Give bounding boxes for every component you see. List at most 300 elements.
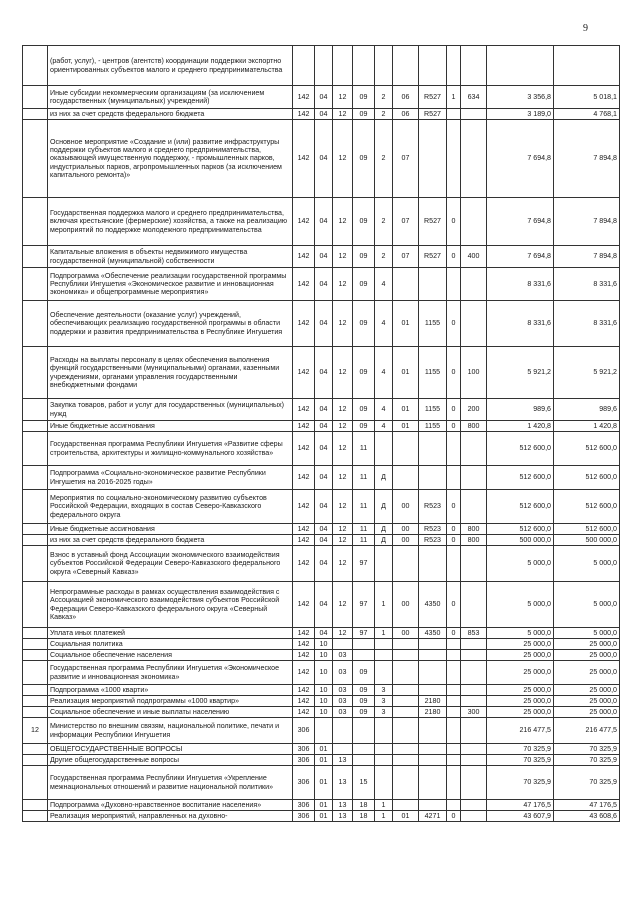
code-direction — [419, 120, 447, 198]
row-number — [23, 766, 48, 800]
code-expense-type — [461, 718, 487, 744]
code-ministry: 142 — [293, 268, 315, 301]
item-name: (работ, услуг), - центров (агентств) координации поддержки экспортно ориентированных субъектов малого и среднего предпринимательства — [48, 46, 293, 86]
code-section: 04 — [315, 546, 333, 582]
code-extra: 0 — [447, 421, 461, 432]
amount-2: 25 000,0 — [554, 650, 620, 661]
table-row — [23, 628, 620, 639]
amount-1: 5 000,0 — [487, 546, 554, 582]
amount-2: 70 325,9 — [554, 744, 620, 755]
code-expense-type — [461, 766, 487, 800]
code-extra: 0 — [447, 535, 461, 546]
code-subprogram — [375, 46, 393, 86]
amount-1: 70 325,9 — [487, 755, 554, 766]
code-expense-type — [461, 661, 487, 685]
table-row — [23, 546, 620, 582]
code-event — [393, 707, 419, 718]
code-event: 00 — [393, 535, 419, 546]
code-subsection: 12 — [333, 246, 353, 268]
code-extra — [447, 718, 461, 744]
amount-1: 25 000,0 — [487, 661, 554, 685]
code-subsection: 12 — [333, 198, 353, 246]
code-expense-type — [461, 432, 487, 466]
code-ministry: 142 — [293, 490, 315, 524]
code-subsection: 12 — [333, 628, 353, 639]
code-section: 10 — [315, 707, 333, 718]
item-name: Государственная программа Республики Ингушетия «Развитие сферы строительства, архитектуры и жилищно-коммунального хозяйства» — [48, 432, 293, 466]
code-extra — [447, 466, 461, 490]
amount-2: 7 894,8 — [554, 246, 620, 268]
code-ministry: 306 — [293, 811, 315, 822]
amount-1: 25 000,0 — [487, 685, 554, 696]
code-ministry: 142 — [293, 535, 315, 546]
code-direction: R523 — [419, 490, 447, 524]
row-number — [23, 696, 48, 707]
code-direction — [419, 800, 447, 811]
row-number — [23, 399, 48, 421]
code-subprogram — [375, 661, 393, 685]
code-extra — [447, 661, 461, 685]
code-subsection: 12 — [333, 546, 353, 582]
row-number — [23, 755, 48, 766]
code-event: 00 — [393, 524, 419, 535]
code-expense-type — [461, 685, 487, 696]
code-subprogram: 2 — [375, 109, 393, 120]
code-subprogram: 4 — [375, 268, 393, 301]
row-number — [23, 535, 48, 546]
code-section: 01 — [315, 800, 333, 811]
code-ministry: 142 — [293, 198, 315, 246]
amount-1: 70 325,9 — [487, 766, 554, 800]
amount-1: 989,6 — [487, 399, 554, 421]
code-subsection: 12 — [333, 466, 353, 490]
amount-1: 500 000,0 — [487, 535, 554, 546]
item-name: Обеспечение деятельности (оказание услуг) учреждений, обеспечивающих реализацию государственной программы в области поддержки и развития предпринимательства в Республике Ингушетия — [48, 301, 293, 347]
code-subprogram: 3 — [375, 707, 393, 718]
code-section: 10 — [315, 696, 333, 707]
code-direction: R527 — [419, 198, 447, 246]
item-name: из них за счет средств федерального бюджета — [48, 535, 293, 546]
code-event: 00 — [393, 628, 419, 639]
budget-table-body — [23, 46, 620, 822]
code-direction: 4350 — [419, 582, 447, 628]
code-section: 04 — [315, 246, 333, 268]
row-number — [23, 685, 48, 696]
table-row — [23, 755, 620, 766]
row-number — [23, 109, 48, 120]
code-subsection — [333, 639, 353, 650]
code-event — [393, 766, 419, 800]
code-ministry: 306 — [293, 755, 315, 766]
code-program: 09 — [353, 109, 375, 120]
code-event: 07 — [393, 246, 419, 268]
amount-2: 216 477,5 — [554, 718, 620, 744]
code-ministry: 306 — [293, 800, 315, 811]
table-row — [23, 685, 620, 696]
code-direction — [419, 755, 447, 766]
code-section: 04 — [315, 120, 333, 198]
code-program: 09 — [353, 120, 375, 198]
code-ministry: 142 — [293, 421, 315, 432]
amount-1: 3 356,8 — [487, 86, 554, 109]
code-ministry: 142 — [293, 639, 315, 650]
code-direction — [419, 546, 447, 582]
code-expense-type — [461, 268, 487, 301]
amount-2: 25 000,0 — [554, 661, 620, 685]
code-subprogram: 4 — [375, 421, 393, 432]
code-program: 09 — [353, 268, 375, 301]
code-extra: 0 — [447, 490, 461, 524]
table-row — [23, 301, 620, 347]
code-event — [393, 800, 419, 811]
row-number — [23, 800, 48, 811]
code-section — [315, 718, 333, 744]
item-name: Подпрограмма «1000 кварти» — [48, 685, 293, 696]
amount-1: 8 331,6 — [487, 301, 554, 347]
row-number — [23, 744, 48, 755]
item-name: Государственная программа Республики Ингушетия «Экономическое развитие и инновационная экономика» — [48, 661, 293, 685]
code-subsection: 13 — [333, 800, 353, 811]
code-ministry: 142 — [293, 707, 315, 718]
code-subsection: 03 — [333, 650, 353, 661]
budget-table — [22, 45, 620, 822]
code-subsection: 13 — [333, 755, 353, 766]
code-section: 04 — [315, 466, 333, 490]
code-section: 04 — [315, 86, 333, 109]
code-section: 04 — [315, 399, 333, 421]
code-program — [353, 744, 375, 755]
code-expense-type: 100 — [461, 347, 487, 399]
code-subprogram: 1 — [375, 628, 393, 639]
row-number — [23, 639, 48, 650]
row-number — [23, 650, 48, 661]
code-subprogram — [375, 744, 393, 755]
table-row — [23, 744, 620, 755]
code-event: 00 — [393, 490, 419, 524]
code-section: 04 — [315, 109, 333, 120]
amount-2: 500 000,0 — [554, 535, 620, 546]
code-ministry: 142 — [293, 120, 315, 198]
item-name: Государственная программа Республики Ингушетия «Укрепление межнациональных отношений и развитие национальной политики» — [48, 766, 293, 800]
item-name: Социальное обеспечение и иные выплаты населению — [48, 707, 293, 718]
amount-1: 25 000,0 — [487, 639, 554, 650]
code-expense-type — [461, 650, 487, 661]
code-direction — [419, 466, 447, 490]
row-number — [23, 301, 48, 347]
item-name: Иные бюджетные ассигнования — [48, 524, 293, 535]
code-event: 01 — [393, 421, 419, 432]
code-subsection: 03 — [333, 707, 353, 718]
code-section: 10 — [315, 661, 333, 685]
code-subprogram: 2 — [375, 246, 393, 268]
code-expense-type — [461, 811, 487, 822]
code-section: 04 — [315, 628, 333, 639]
code-direction — [419, 661, 447, 685]
code-extra — [447, 744, 461, 755]
row-number — [23, 86, 48, 109]
code-expense-type — [461, 582, 487, 628]
code-program: 09 — [353, 347, 375, 399]
code-event — [393, 639, 419, 650]
code-program: 09 — [353, 301, 375, 347]
code-event: 06 — [393, 109, 419, 120]
code-expense-type — [461, 696, 487, 707]
code-subsection: 12 — [333, 490, 353, 524]
code-subsection: 12 — [333, 268, 353, 301]
amount-2: 989,6 — [554, 399, 620, 421]
table-row — [23, 811, 620, 822]
code-subsection: 03 — [333, 661, 353, 685]
code-subprogram: 3 — [375, 685, 393, 696]
code-program: 11 — [353, 535, 375, 546]
code-expense-type — [461, 46, 487, 86]
code-direction: 1155 — [419, 399, 447, 421]
code-program — [353, 639, 375, 650]
code-subprogram — [375, 766, 393, 800]
item-name: Подпрограмма «Обеспечение реализации государственной программы Республики Ингушетия «Экономическое развитие и инновационная экономика» и общепрограммные мероприятия» — [48, 268, 293, 301]
amount-2: 512 600,0 — [554, 432, 620, 466]
code-extra: 0 — [447, 246, 461, 268]
amount-2: 7 894,8 — [554, 120, 620, 198]
code-expense-type: 400 — [461, 246, 487, 268]
code-subsection: 12 — [333, 86, 353, 109]
table-row — [23, 347, 620, 399]
code-direction: R527 — [419, 246, 447, 268]
code-program: 09 — [353, 685, 375, 696]
code-event — [393, 755, 419, 766]
amount-2: 43 608,6 — [554, 811, 620, 822]
code-section: 04 — [315, 490, 333, 524]
code-extra: 1 — [447, 86, 461, 109]
amount-2: 8 331,6 — [554, 268, 620, 301]
code-section: 04 — [315, 198, 333, 246]
code-extra — [447, 46, 461, 86]
code-extra — [447, 755, 461, 766]
code-section: 01 — [315, 811, 333, 822]
amount-1 — [487, 46, 554, 86]
amount-1: 25 000,0 — [487, 650, 554, 661]
code-extra — [447, 268, 461, 301]
code-section: 10 — [315, 685, 333, 696]
amount-2: 70 325,9 — [554, 755, 620, 766]
code-event — [393, 268, 419, 301]
code-expense-type: 634 — [461, 86, 487, 109]
code-extra — [447, 650, 461, 661]
code-subsection: 12 — [333, 347, 353, 399]
code-direction: 4271 — [419, 811, 447, 822]
code-event: 00 — [393, 582, 419, 628]
item-name: Социальная политика — [48, 639, 293, 650]
code-event — [393, 546, 419, 582]
code-program: 09 — [353, 86, 375, 109]
code-subprogram: 1 — [375, 582, 393, 628]
item-name: Расходы на выплаты персоналу в целях обеспечения выполнения функций государственными (муниципальными) органами, казенными учреждениями, органами управления государственными внебюджетными фондами — [48, 347, 293, 399]
code-expense-type: 800 — [461, 535, 487, 546]
amount-2: 512 600,0 — [554, 524, 620, 535]
code-section: 01 — [315, 744, 333, 755]
code-event: 06 — [393, 86, 419, 109]
amount-2: 25 000,0 — [554, 707, 620, 718]
code-subprogram: Д — [375, 466, 393, 490]
table-row — [23, 650, 620, 661]
code-subsection — [333, 46, 353, 86]
code-section: 04 — [315, 535, 333, 546]
code-event — [393, 650, 419, 661]
table-row — [23, 535, 620, 546]
code-event: 07 — [393, 120, 419, 198]
table-row — [23, 46, 620, 86]
code-section: 10 — [315, 650, 333, 661]
code-extra: 0 — [447, 582, 461, 628]
code-expense-type — [461, 744, 487, 755]
amount-1: 70 325,9 — [487, 744, 554, 755]
item-name: Реализация мероприятий подпрограммы «1000 квартир» — [48, 696, 293, 707]
code-program — [353, 650, 375, 661]
table-row — [23, 198, 620, 246]
code-program: 97 — [353, 628, 375, 639]
code-subprogram: 2 — [375, 198, 393, 246]
code-ministry: 142 — [293, 301, 315, 347]
item-name: Закупка товаров, работ и услуг для государственных (муниципальных) нужд — [48, 399, 293, 421]
code-direction: R527 — [419, 109, 447, 120]
row-number — [23, 546, 48, 582]
code-program: 11 — [353, 490, 375, 524]
row-number — [23, 628, 48, 639]
row-number — [23, 811, 48, 822]
code-direction: 2180 — [419, 696, 447, 707]
amount-1: 8 331,6 — [487, 268, 554, 301]
item-name: Непрограммные расходы в рамках осуществления взаимодействия с Ассоциацией экономического взаимодействия субъектов Российской Федерации Северо-Кавказского федерального округа «Северный Кавказ» — [48, 582, 293, 628]
code-subsection: 13 — [333, 811, 353, 822]
code-section: 04 — [315, 582, 333, 628]
amount-2: 47 176,5 — [554, 800, 620, 811]
code-extra: 0 — [447, 301, 461, 347]
item-name: Министерство по внешним связям, национальной политике, печати и информации Республики Ингушетия — [48, 718, 293, 744]
item-name: Подпрограмма «Духовно-нравственное воспитание населения» — [48, 800, 293, 811]
row-number: 12 — [23, 718, 48, 744]
code-direction: R527 — [419, 86, 447, 109]
amount-1: 25 000,0 — [487, 696, 554, 707]
item-name: Уплата иных платежей — [48, 628, 293, 639]
code-direction: 1155 — [419, 301, 447, 347]
item-name: из них за счет средств федерального бюджета — [48, 109, 293, 120]
code-direction — [419, 685, 447, 696]
code-event — [393, 744, 419, 755]
code-ministry: 142 — [293, 109, 315, 120]
code-event — [393, 46, 419, 86]
code-expense-type — [461, 755, 487, 766]
code-direction: R523 — [419, 535, 447, 546]
code-subsection: 12 — [333, 535, 353, 546]
code-program: 09 — [353, 198, 375, 246]
amount-1: 5 921,2 — [487, 347, 554, 399]
amount-1: 1 420,8 — [487, 421, 554, 432]
code-extra — [447, 639, 461, 650]
amount-2: 7 894,8 — [554, 198, 620, 246]
row-number — [23, 432, 48, 466]
code-subsection: 12 — [333, 120, 353, 198]
table-row — [23, 639, 620, 650]
code-subsection: 03 — [333, 685, 353, 696]
code-direction: 2180 — [419, 707, 447, 718]
code-event — [393, 466, 419, 490]
code-direction — [419, 718, 447, 744]
code-ministry: 142 — [293, 399, 315, 421]
code-ministry: 142 — [293, 650, 315, 661]
item-name: Мероприятия по социально-экономическому развитию субъектов Российской Федерации, входящих в состав Северо-Кавказского федерального округа — [48, 490, 293, 524]
amount-2: 512 600,0 — [554, 466, 620, 490]
amount-2: 4 768,1 — [554, 109, 620, 120]
code-ministry: 142 — [293, 661, 315, 685]
code-program: 18 — [353, 811, 375, 822]
code-subprogram: 2 — [375, 86, 393, 109]
code-program: 15 — [353, 766, 375, 800]
amount-2: 1 420,8 — [554, 421, 620, 432]
code-expense-type — [461, 120, 487, 198]
code-event — [393, 661, 419, 685]
code-direction: 1155 — [419, 421, 447, 432]
code-subsection: 12 — [333, 582, 353, 628]
item-name: Подпрограмма «Социально-экономическое развитие Республики Ингушетия на 2016-2025 годы» — [48, 466, 293, 490]
code-ministry: 142 — [293, 246, 315, 268]
table-row — [23, 432, 620, 466]
amount-1: 25 000,0 — [487, 707, 554, 718]
code-extra: 0 — [447, 198, 461, 246]
code-subsection: 03 — [333, 696, 353, 707]
item-name: Иные бюджетные ассигнования — [48, 421, 293, 432]
code-subprogram — [375, 650, 393, 661]
amount-1: 5 000,0 — [487, 628, 554, 639]
code-subsection: 13 — [333, 766, 353, 800]
code-section: 01 — [315, 755, 333, 766]
amount-2: 5 018,1 — [554, 86, 620, 109]
table-row — [23, 86, 620, 109]
code-direction — [419, 650, 447, 661]
row-number — [23, 524, 48, 535]
code-expense-type — [461, 301, 487, 347]
row-number — [23, 246, 48, 268]
amount-1: 43 607,9 — [487, 811, 554, 822]
table-row — [23, 421, 620, 432]
table-row — [23, 766, 620, 800]
code-subprogram — [375, 639, 393, 650]
code-extra — [447, 109, 461, 120]
code-direction — [419, 46, 447, 86]
amount-2 — [554, 46, 620, 86]
code-ministry: 142 — [293, 347, 315, 399]
code-program: 09 — [353, 707, 375, 718]
row-number — [23, 466, 48, 490]
row-number — [23, 421, 48, 432]
code-ministry: 142 — [293, 628, 315, 639]
code-expense-type: 200 — [461, 399, 487, 421]
code-direction: 1155 — [419, 347, 447, 399]
code-program: 09 — [353, 421, 375, 432]
amount-2: 5 000,0 — [554, 582, 620, 628]
table-row — [23, 718, 620, 744]
code-extra — [447, 546, 461, 582]
code-program: 18 — [353, 800, 375, 811]
code-subprogram: Д — [375, 524, 393, 535]
code-event: 01 — [393, 399, 419, 421]
code-subprogram: 4 — [375, 301, 393, 347]
code-event: 07 — [393, 198, 419, 246]
code-section: 04 — [315, 301, 333, 347]
amount-1: 3 189,0 — [487, 109, 554, 120]
code-ministry: 142 — [293, 582, 315, 628]
amount-1: 512 600,0 — [487, 466, 554, 490]
code-ministry: 142 — [293, 696, 315, 707]
